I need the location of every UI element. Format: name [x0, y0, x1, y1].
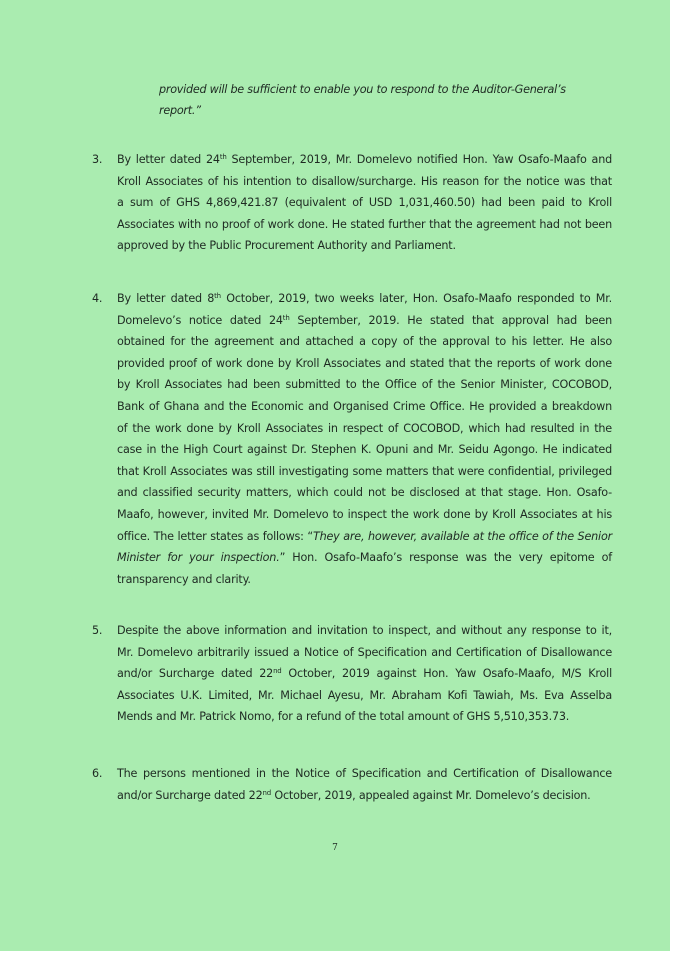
text-line: a sum of GHS 4,869,421.87 (equivalent of USD 1,031,460.50) had been paid to Kroll	[117, 196, 612, 210]
text-line: Bank of Ghana and the Economic and Organised Crime Office. He provided a breakdown	[117, 399, 612, 413]
text-line: By letter dated 24th September, 2019, Mr. Domelevo notified Hon. Yaw Osafo-Maafo and	[117, 153, 612, 166]
text-line: and/or Surcharge dated 22nd October, 2019, appealed against Mr. Domelevo’s decision.	[117, 788, 591, 802]
text-line: Maafo, however, invited Mr. Domelevo to inspect the work done by Kroll Associates at his	[117, 507, 612, 521]
paragraph-number: 3.	[92, 153, 103, 166]
paragraph-number: 6.	[92, 767, 103, 780]
text-line: The persons mentioned in the Notice of Specification and Certification of Disallowance	[117, 767, 612, 780]
text-line: of the work done by Kroll Associates in respect of COCOBOD, which had resulted in the	[117, 421, 612, 435]
paragraph-number: 4.	[92, 292, 103, 305]
text-line: and classified security matters, which could not be disclosed at that stage. Hon. Osafo-	[117, 486, 612, 500]
text-line: that Kroll Associates was still investigating some matters that were confidential, privileged	[117, 464, 612, 478]
text-line: Minister for your inspection.” Hon. Osafo-Maafo’s response was the very epitome of	[117, 551, 613, 565]
text-line: Mends and Mr. Patrick Nomo, for a refund of the total amount of GHS 5,510,353.73.	[117, 710, 570, 724]
quote-line: report.”	[159, 104, 201, 117]
quote-line: provided will be sufficient to enable you to respond to the Auditor-General’s	[159, 83, 566, 96]
quote-continuation	[159, 79, 629, 121]
text-line: Associates U.K. Limited, Mr. Michael Ayesu, Mr. Abraham Kofi Tawiah, Ms. Eva Asselba	[117, 688, 612, 702]
text-line: By letter dated 8th October, 2019, two weeks later, Hon. Osafo-Maafo responded to Mr.	[117, 292, 612, 305]
text-line: transparency and clarity.	[117, 572, 251, 586]
page-number: 7	[332, 843, 338, 853]
text-line: and/or Surcharge dated 22nd October, 2019 against Hon. Yaw Osafo-Maafo, M/S Kroll	[117, 667, 612, 681]
paragraph-5	[92, 620, 612, 728]
text-line: Kroll Associates of his intention to disallow/surcharge. His reason for the notice was that	[117, 174, 612, 188]
text-line: case in the High Court against Dr. Stephen K. Opuni and Mr. Seidu Agongo. He indicated	[117, 443, 612, 457]
text-line: Associates with no proof of work done. He stated further that the agreement had not been	[117, 217, 612, 231]
text-line: obtained for the agreement and attached a copy of the approval to his letter. He also	[117, 335, 612, 349]
paragraph-number: 5.	[92, 624, 103, 637]
text-line: Mr. Domelevo arbitrarily issued a Notice of Specification and Certification of Disallowance	[117, 645, 612, 659]
paragraph-6	[92, 763, 612, 806]
text-line: by Kroll Associates had been submitted to the Office of the Senior Minister, COCOBOD,	[117, 378, 612, 392]
text-line: Despite the above information and invitation to inspect, and without any response to it,	[117, 624, 612, 637]
inline-quote: They are, however, available at the office of the Senior	[312, 529, 612, 543]
text-line: approved by the Public Procurement Authority and Parliament.	[117, 239, 456, 253]
paragraph-3	[92, 149, 612, 257]
text-line: provided proof of work done by Kroll Associates and stated that the reports of work done	[117, 356, 612, 370]
inline-quote: Minister for your inspection.	[117, 551, 280, 565]
text-line: office. The letter states as follows: “They are, however, available at the office of the Senior	[117, 529, 612, 543]
text-line: Domelevo’s notice dated 24th September, 2019. He stated that approval had been	[117, 313, 612, 327]
paragraph-4	[92, 288, 612, 590]
